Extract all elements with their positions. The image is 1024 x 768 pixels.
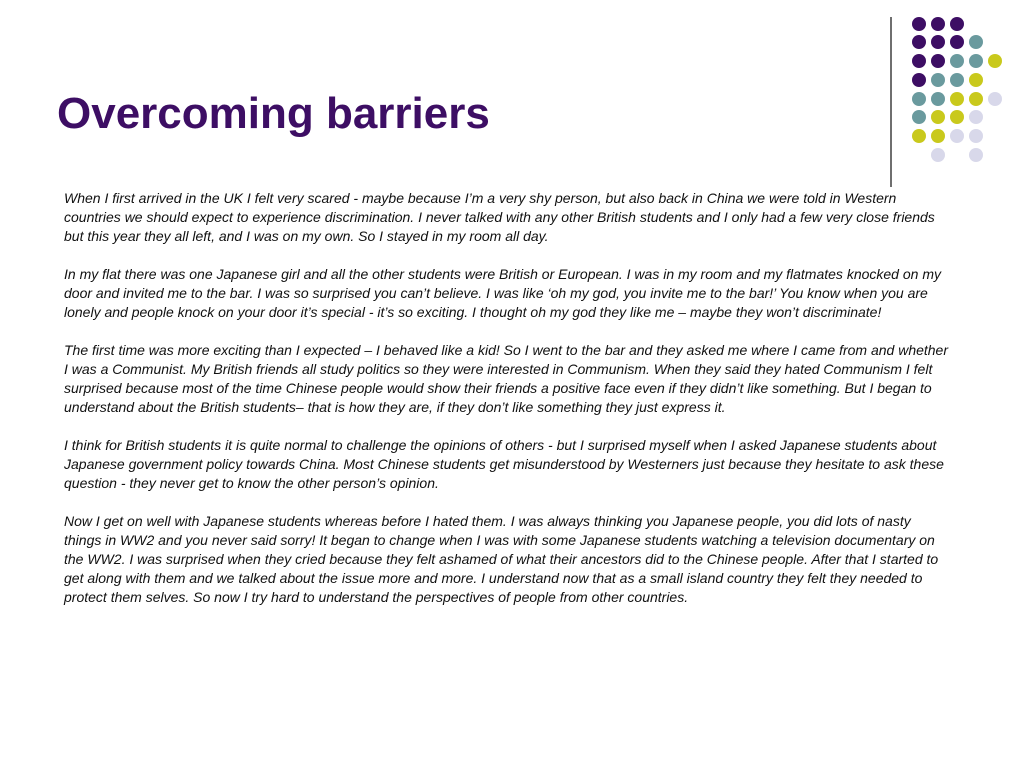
decorative-dot [969,92,983,106]
decorative-dot [912,35,926,49]
decorative-dot [950,73,964,87]
decorative-dot-grid [0,0,1024,170]
decorative-dot [950,129,964,143]
paragraph: When I first arrived in the UK I felt very scared - maybe because I’m a very shy person, but also back in China we were told in Western countries we should expect to experience discrimination. I never talked with any other British students and I only had a few very close friends but this year they all left, and I was on my own. So I stayed in my room all day. [64,190,935,244]
slide-title: Overcoming barriers [57,89,490,138]
decorative-dot [912,129,926,143]
vertical-divider [890,17,892,187]
decorative-dot [931,110,945,124]
decorative-dot [912,17,926,31]
decorative-dot [950,92,964,106]
paragraph: In my flat there was one Japanese girl and all the other students were British or European. I was in my room and my flatmates knocked on my door and invited me to the bar. I was so surprised you can’t believe. I was like ‘oh my god, you invite me to the bar!’ You know when you are lonely and people knock on your door it’s special - it’s so exciting. I thought oh my god they like me – maybe they won’t discriminate! [64,266,941,320]
paragraph: I think for British students it is quite normal to challenge the opinions of others - but I surprised myself when I asked Japanese students about Japanese government policy towards China. Most Chinese students get misunderstood by Westerners just because they hesitate to ask these question - they never get to know the other person’s opinion. [64,437,944,491]
decorative-dot [969,73,983,87]
decorative-dot [931,73,945,87]
decorative-dot [931,129,945,143]
decorative-dot [931,54,945,68]
decorative-dot [931,35,945,49]
paragraph: Now I get on well with Japanese students whereas before I hated them. I was always thinking you Japanese people, you did lots of nasty things in WW2 and you never said sorry! It began to change when I was with some Japanese students watching a television documentary on the WW2. I was surprised when they cried because they felt ashamed of what their ancestors did to the Chinese people. After that I started to get along with them and we talked about the issue more and more. I understand now that as a small island country they felt they needed to protect them selves. So now I try hard to understand the perspectives of people from other countries. [64,513,939,605]
decorative-dot [969,148,983,162]
decorative-dot [969,35,983,49]
decorative-dot [912,110,926,124]
decorative-dot [950,54,964,68]
paragraph: The first time was more exciting than I expected – I behaved like a kid! So I went to the bar and they asked me where I came from and whether I was a Communist. My British friends all study politics so they were interested in Communism. When they said they hated Communism I felt surprised because most of the time Chinese people would show their friends a positive face even if they didn’t like something. But I began to understand about the British students– that is how they are, if they don’t like something they just express it. [64,342,949,415]
decorative-dot [969,110,983,124]
decorative-dot [988,54,1002,68]
decorative-dot [931,92,945,106]
decorative-dot [950,17,964,31]
decorative-dot [912,92,926,106]
decorative-dot [912,73,926,87]
decorative-dot [931,17,945,31]
decorative-dot [969,54,983,68]
slide-body [64,189,948,626]
decorative-dot [950,35,964,49]
decorative-dot [950,110,964,124]
decorative-dot [931,148,945,162]
decorative-dot [912,54,926,68]
decorative-dot [969,129,983,143]
decorative-dot [988,92,1002,106]
